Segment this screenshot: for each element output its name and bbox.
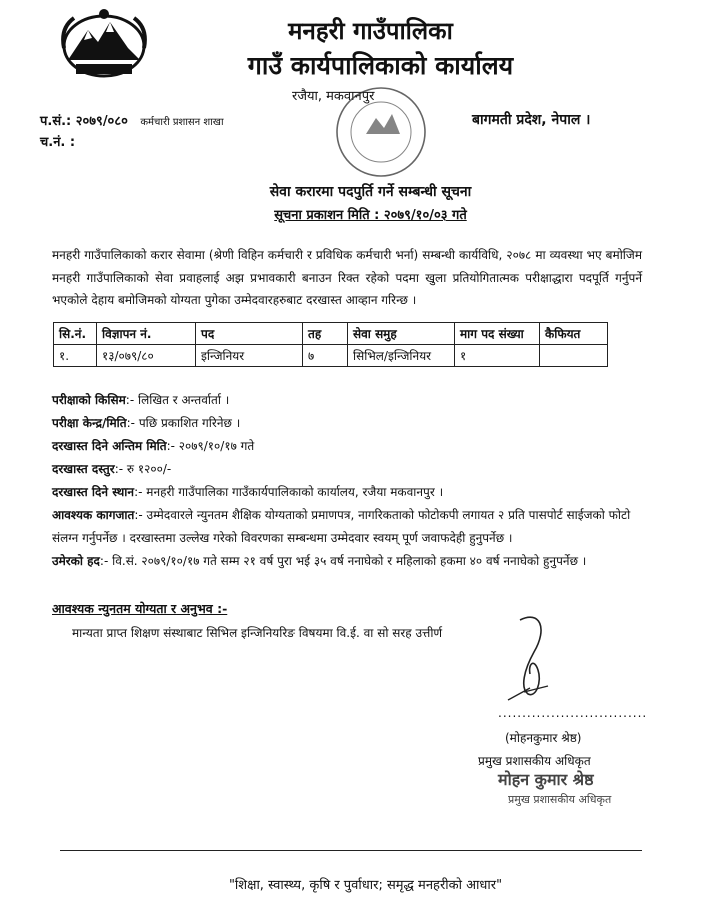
reference-section: कर्मचारी प्रशासन शाखा bbox=[140, 117, 224, 128]
table-header: विज्ञापन नं. bbox=[97, 323, 196, 345]
exam-type-label: परीक्षाको किसिम bbox=[52, 393, 126, 407]
table-header-row bbox=[54, 323, 608, 345]
notice-body: मनहरी गाउँपालिकाको करार सेवामा (श्रेणी विहिन कर्मचारी र प्रविधिक कर्मचारी भर्ना) सम्बन्धी कार्यविधि, २०७८ मा व्यवस्था भए बमोजिम मनहरी गाउँपालिकाको सेवा प्रवाहलाई अझ प्रभावकारी बनाउन रिक्त रहेको पदमा खुला प्रतियोगितात्मक परीक्षाद्धारा पदपूर्ति गर्नुपर्ने भएकोले देहाय बमोजिमको योग्यता पुगेका उम्मेदवारहरुबाट दरखास्त आव्हान गरिन्छ । bbox=[52, 248, 642, 307]
table-header: माग पद संख्या bbox=[455, 323, 540, 345]
requirements-text: मान्यता प्राप्त शिक्षण संस्थाबाट सिभिल इन्जिनियरिङ विषयमा वि.ई. वा सो सरह उत्तीर्ण bbox=[72, 626, 443, 640]
signature-line: ............................... bbox=[498, 706, 648, 720]
table-cell: १. bbox=[54, 345, 97, 367]
handwritten-signature bbox=[490, 612, 610, 712]
docs-label: आवश्यक कागजात bbox=[52, 508, 135, 522]
place-label: दरखास्त दिने स्थान bbox=[52, 485, 135, 499]
fee bbox=[52, 458, 652, 481]
fee-label: दरखास्त दस्तुर bbox=[52, 462, 115, 476]
table-cell: ७ bbox=[303, 345, 348, 367]
submission-place bbox=[52, 481, 652, 504]
deadline-value: :- २०७९/१०/१७ गते bbox=[166, 439, 255, 453]
publication-date-text: सूचना प्रकाशन मिति : २०७९/१०/०३ गते bbox=[274, 208, 467, 223]
notice-title: सेवा करारमा पदपुर्ति गर्ने सम्बन्धी सूचना bbox=[269, 184, 472, 200]
reference-number-value: प.सं.: २०७९/०८० bbox=[40, 114, 128, 129]
office-name: गाउँ कार्यपालिकाको कार्यालय bbox=[247, 51, 514, 80]
age-limit bbox=[52, 550, 652, 573]
fee-value: :- रु १२००/- bbox=[114, 462, 172, 476]
reference-number bbox=[40, 111, 224, 129]
age-label: उमेरको हद bbox=[52, 554, 100, 568]
vacancy-table bbox=[53, 322, 608, 367]
table-cell: १ bbox=[455, 345, 540, 367]
stamp-designation: प्रमुख प्रशासकीय अधिकृत bbox=[508, 793, 612, 806]
exam-center-value: :- पछि प्रकाशित गरिनेछ । bbox=[126, 416, 241, 430]
age-value: :- वि.सं. २०७९/१०/१७ गते सम्म २१ वर्ष पुरा भई ३५ वर्ष ननाघेको र महिलाको हकमा ४० वर्ष ननाघेको हुनुपर्नेछ । bbox=[99, 554, 587, 568]
exam-type bbox=[52, 389, 652, 412]
signatory-name: (मोहनकुमार श्रेष्ठ) bbox=[505, 731, 582, 745]
publication-date bbox=[0, 205, 701, 223]
chalan-number: च.नं. : bbox=[40, 135, 76, 150]
required-documents bbox=[52, 504, 652, 550]
province-label: बागमती प्रदेश, नेपाल । bbox=[472, 112, 591, 128]
office-seal-stamp bbox=[328, 84, 434, 180]
exam-center-label: परीक्षा केन्द्र/मिति bbox=[52, 416, 127, 430]
table-cell: १३/०७९/८० bbox=[97, 345, 196, 367]
exam-center bbox=[52, 412, 652, 435]
details-section bbox=[52, 389, 652, 573]
table-header: सेवा समुह bbox=[348, 323, 455, 345]
table-row bbox=[54, 345, 608, 367]
signatory-designation: प्रमुख प्रशासकीय अधिकृत bbox=[478, 754, 591, 768]
docs-value: :- उम्मेदवारले न्युनतम शैक्षिक योग्यताको प्रमाणपत्र, नागरिकताको फोटोकपी लगायत २ प्रति पासपोर्ट साईजको फोटो संलग्न गर्नुपर्नेछ । दरखास्तमा उल्लेख गरेको विवरणका सम्बन्धमा उम्मेदवार स्वयम् पूर्ण जवाफदेही हुनुपर्नेछ । bbox=[52, 508, 631, 545]
table-cell: सिभिल/इन्जिनियर bbox=[348, 345, 455, 367]
table-cell bbox=[540, 345, 608, 367]
place-value: :- मनहरी गाउँपालिका गाउँकार्यपालिकाको कार्यालय, रजैया मकवानपुर । bbox=[134, 485, 444, 499]
table-header: तह bbox=[303, 323, 348, 345]
exam-type-value: :- लिखित र अन्तर्वार्ता । bbox=[125, 393, 230, 407]
org-name: मनहरी गाउँपालिका bbox=[288, 17, 453, 45]
requirements-heading: आवश्यक न्युनतम योग्यता र अनुभव :- bbox=[52, 601, 228, 616]
footer-divider bbox=[60, 850, 642, 851]
footer-slogan: "शिक्षा, स्वास्थ्य, कृषि र पुर्वाधार; समृद्ध मनहरीको आधार" bbox=[228, 878, 503, 893]
table-header: पद bbox=[196, 323, 303, 345]
deadline-label: दरखास्त दिने अन्तिम मिति bbox=[52, 439, 167, 453]
table-header: कैफियत bbox=[540, 323, 608, 345]
name-stamp bbox=[488, 768, 636, 818]
office-address: रजैया, मकवानपुर bbox=[292, 89, 375, 104]
table-header: सि.नं. bbox=[54, 323, 97, 345]
table-cell: इन्जिनियर bbox=[196, 345, 303, 367]
deadline bbox=[52, 435, 652, 458]
stamp-name: मोहन कुमार श्रेष्ठ bbox=[498, 770, 594, 789]
